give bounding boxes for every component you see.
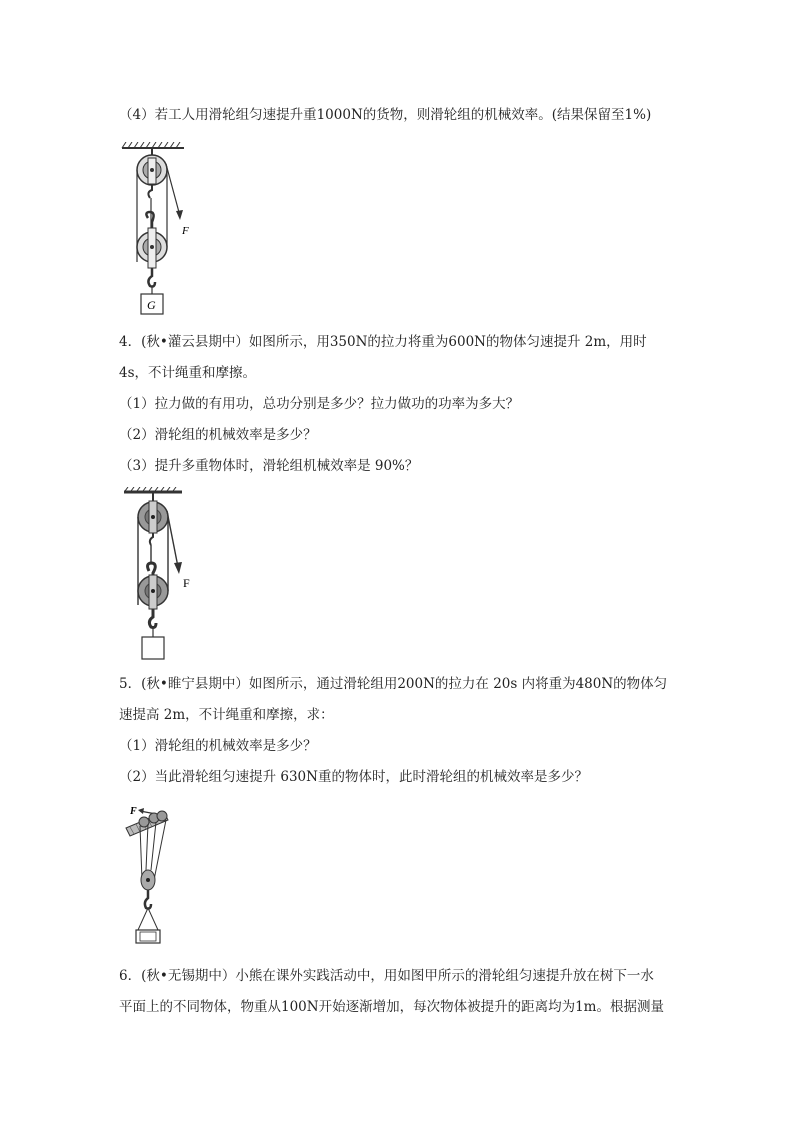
weight-label: G: [147, 298, 156, 312]
q3-part4-text: （4）若工人用滑轮组匀速提升重1000N的货物，则滑轮组的机械效率。(结果保留至1%): [119, 107, 652, 123]
q5-line2: 速提高 2m，不计绳重和摩擦，求：: [119, 707, 334, 723]
pulley-figure-2: [120, 487, 210, 663]
q4-part1: （1）拉力做的有用功，总功分别是多少？拉力做功的功率为多大？: [119, 396, 520, 412]
q4-part3: （3）提升多重物体时，滑轮组机械效率是 90%？: [119, 458, 419, 474]
pulley-figure-1: [118, 142, 208, 320]
pulley-figure-3: [116, 800, 196, 950]
force-label: F: [182, 225, 189, 237]
q6-line2: 平面上的不同物体，物重从100N开始逐渐增加，每次物体被提升的距离均为1m。根据测量: [119, 999, 664, 1015]
q5-line1: 5．(秋•睢宁县期中）如图所示，通过滑轮组用200N的拉力在 20s 内将重为480N的物体匀: [119, 676, 668, 692]
q5-part2: （2）当此滑轮组匀速提升 630N重的物体时，此时滑轮组的机械效率是多少？: [119, 769, 588, 785]
q5-part1: （1）滑轮组的机械效率是多少？: [119, 738, 317, 754]
q4-line1: 4．(秋•灌云县期中）如图所示，用350N的拉力将重为600N的物体匀速提升 2m，用时: [119, 334, 647, 350]
q6-line1: 6．(秋•无锡期中）小熊在课外实践活动中，用如图甲所示的滑轮组匀速提升放在树下一水: [119, 968, 654, 984]
force-label: F: [130, 806, 137, 817]
force-label: F: [183, 576, 190, 590]
q4-part2: （2）滑轮组的机械效率是多少？: [119, 427, 317, 443]
q4-line2: 4s，不计绳重和摩擦。: [119, 365, 257, 381]
